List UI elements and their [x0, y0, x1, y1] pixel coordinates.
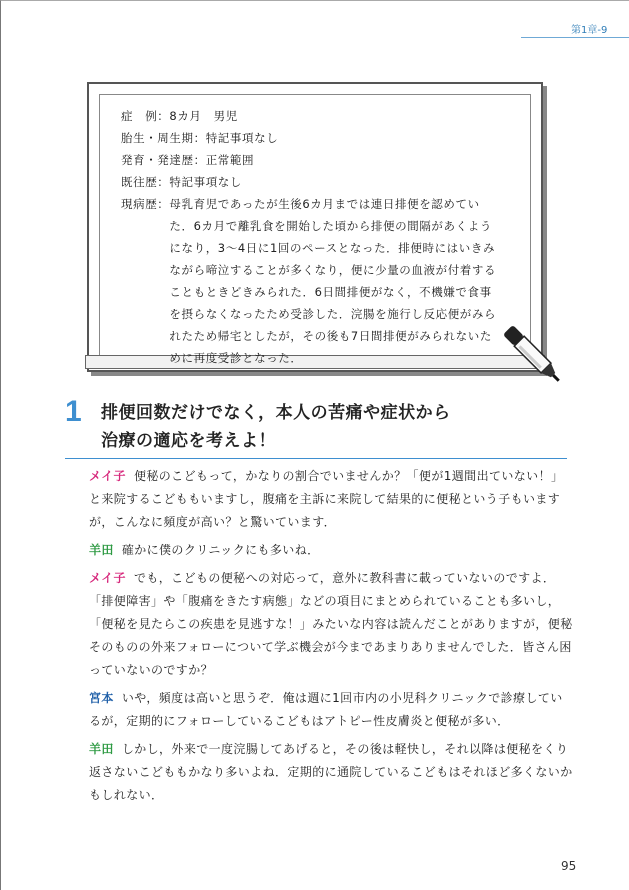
speech-text: 確かに僕のクリニックにも多いね．: [121, 543, 320, 557]
speech-text: でも，こどもの便秘への対応って，意外に教科書に載っていないのですよ．「排便障害」や「腹痛をきたす病態」などの項目にまとめられていることも多いし，「便秘を見たらこの疾患を見逃すな！」みたいな内容は読んだことがありますが，便秘そのものの外来フォローについて学ぶ機会が今まであまりありませんでした．皆さん困っていないのですか？: [89, 571, 573, 677]
section-title-line-2: 治療の適応を考えよ！: [101, 431, 276, 451]
case-row-label: 既往歴：: [121, 175, 170, 189]
case-row-present-illness: [121, 193, 521, 369]
speech-text: いや，頻度は高いと思うぞ．俺は週に1回市内の小児科クリニックで診療しているが，定期的にフォローしているこどもはアトピー性皮膚炎と便秘が多い．: [89, 691, 563, 728]
section-title: [101, 399, 451, 455]
case-row-label: 胎生・周生期：: [121, 131, 206, 145]
case-row-label: 症 例：: [121, 109, 170, 123]
dialogue-line: [89, 567, 573, 682]
case-row-case: [121, 105, 521, 127]
marker-pen-icon: [499, 319, 569, 394]
page-number: 95: [561, 859, 577, 873]
section-title-line-1: 排便回数だけでなく，本人の苦痛や症状から: [101, 403, 451, 423]
speaker-name: 羊田: [89, 543, 114, 557]
speech-text: しかし，外来で一度浣腸してあげると，その後は軽快し，それ以降は便秘をくり返さないこどももかなり多いよね．定期的に通院しているこどもはそれほど多くないかもしれない．: [89, 742, 573, 802]
dialogue-line: [89, 465, 573, 534]
case-summary: [121, 105, 521, 369]
dialogue-line: [89, 738, 573, 807]
case-row-value: 正常範囲: [205, 153, 255, 167]
speech-text: 便秘のこどもって，かなりの割合でいませんか？「便が1週間出ていない！」と来院するこどももいますし，腹痛を主訴に来院して結果的に便秘という子もいますが，こんなに頻度が高い？と驚いています．: [89, 469, 564, 529]
case-row-value: 8カ月 男児: [169, 109, 238, 123]
case-row-perinatal: [121, 127, 521, 149]
section-rule: [65, 458, 567, 459]
present-illness-label: 現病歴：: [121, 197, 170, 211]
case-row-value: 特記事項なし: [205, 131, 279, 145]
case-row-past-history: [121, 171, 521, 193]
case-row-value: 特記事項なし: [169, 175, 243, 189]
case-row-development: [121, 149, 521, 171]
section-number: 1: [65, 395, 82, 428]
present-illness-text: 母乳育児であったが生後6カ月までは連日排便を認めていた．6カ月で離乳食を開始した頃から排便の間隔があくようになり，3～4日に1回のペースとなった．排便時にはいきみながら啼泣することが多くなり，便に少量の血液が付着することもときどきみられた．6日間排便がなく，不機嫌で食事を摂らなくなったため受診した．浣腸を施行し反応便がみられたため帰宅としたが，その後も7日間排便がみられないために再度受診となった．: [169, 197, 497, 365]
case-row-label: 発育・発達歴：: [121, 153, 206, 167]
speaker-name: 羊田: [89, 742, 114, 756]
header-rule: [521, 37, 629, 38]
speaker-name: メイ子: [89, 571, 126, 585]
chapter-tag: 第1章-9: [571, 25, 608, 36]
speaker-name: メイ子: [89, 469, 126, 483]
dialogue-line: [89, 687, 573, 733]
dialogue: [89, 465, 573, 812]
dialogue-line: [89, 539, 573, 562]
speaker-name: 宮本: [89, 691, 114, 705]
